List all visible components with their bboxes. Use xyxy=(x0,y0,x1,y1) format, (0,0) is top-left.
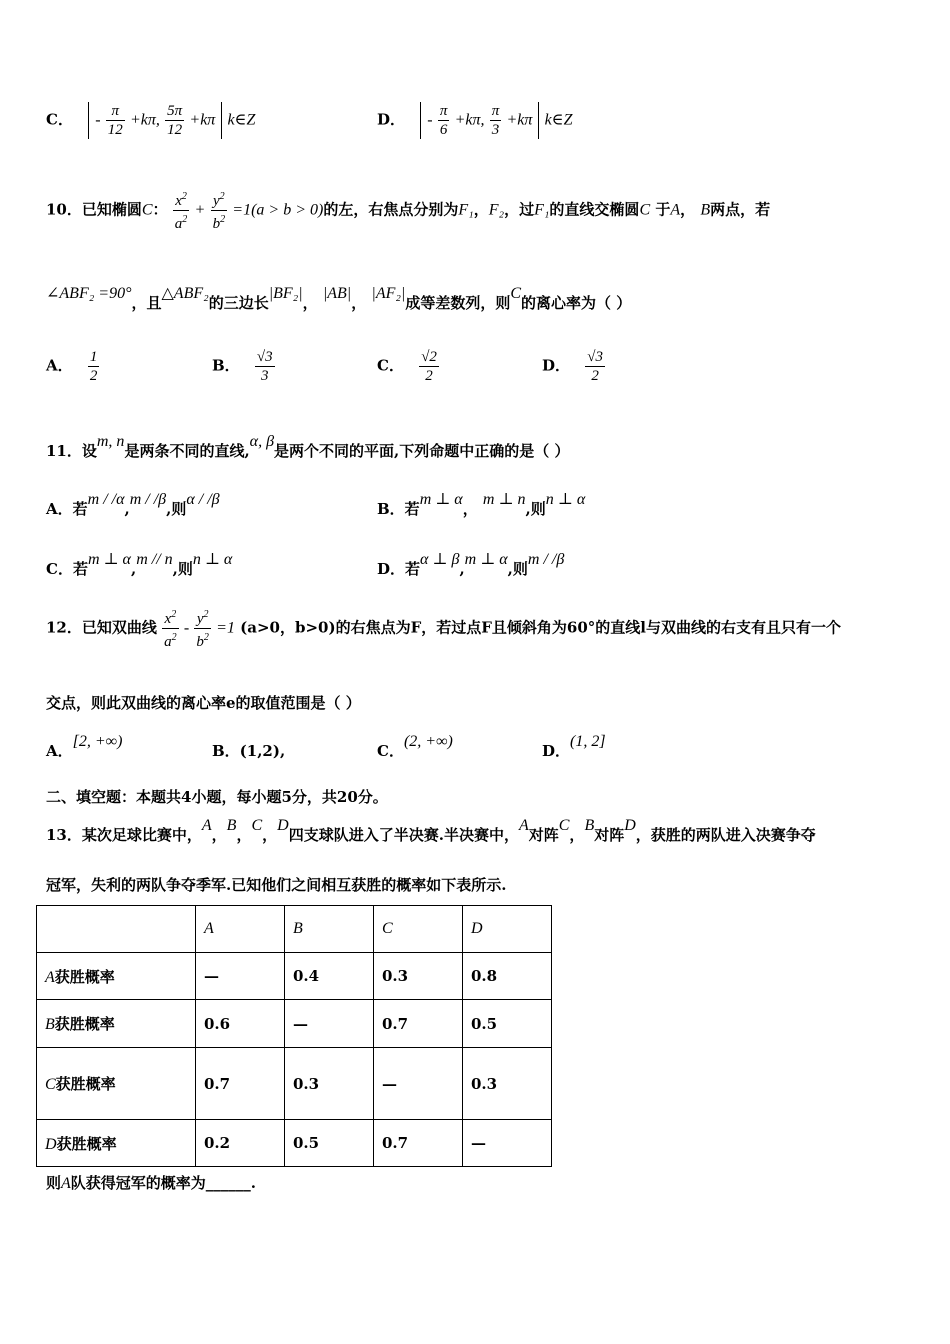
focus-f1: F₁ xyxy=(534,201,550,219)
table-cell: 0.8 xyxy=(463,953,552,1000)
q10-stem-line1: 10．已知椭圆C： $\frac{x^2}{a^2}$ + $\frac{y^2}{b^2}$ =1(a > b > 0)的左，右焦点分别为F₁，F₂，过F₁的直线交椭圆C 于A， B两点，若 xyxy=(46,188,770,233)
ellipse-name: C xyxy=(141,201,153,219)
stem-text: 交点，则此双曲线的离心率e的取值范围是（ ） xyxy=(46,694,361,712)
option-fraction: $\frac{1}{2}$ xyxy=(89,349,98,384)
ellipse-equation: =1(a > b > 0) xyxy=(232,201,324,219)
side-bf2: |BF₂| xyxy=(268,285,303,302)
fraction: $\frac{\pi}{6}$ xyxy=(439,103,448,138)
point-b: B xyxy=(700,201,711,219)
then-text: ,则 xyxy=(172,560,193,578)
q11-option-b[interactable]: B．若m ⊥ α， m ⊥ n,则n ⊥ α xyxy=(377,491,586,518)
q9-option-c[interactable] xyxy=(46,102,255,139)
q12-number: 12．已知双曲线 xyxy=(46,618,157,637)
option-fraction: $\frac{√3}{2}$ xyxy=(587,349,603,384)
table-cell: 0.6 xyxy=(196,1000,285,1048)
q10-number: 10．已知椭圆 xyxy=(46,200,142,219)
table-cell: 0.7 xyxy=(374,1000,463,1048)
q12-option-a[interactable] xyxy=(46,733,123,761)
premise: m ⊥ α xyxy=(87,551,131,568)
stem-text: 成等差数列，则 xyxy=(405,294,511,312)
table-cell: 0.4 xyxy=(285,953,374,1000)
q9-option-d-label: D． xyxy=(377,110,406,129)
expr-part: +kπ, xyxy=(454,111,485,129)
table-cell: 0.3 xyxy=(285,1048,374,1120)
team-c: C xyxy=(251,817,263,834)
team-a: A xyxy=(61,1175,71,1192)
option-label: D．若 xyxy=(377,560,421,578)
q13-stem-line1: 13．某次足球比赛中，A，B，C，D四支球队进入了半决赛.半决赛中，A对阵C，B对阵D，获胜的两队进入决赛争夺 xyxy=(46,817,816,844)
q9-option-c-label: C． xyxy=(46,110,73,129)
conclusion: n ⊥ α xyxy=(192,551,233,568)
focus-f1: F₁ xyxy=(458,201,474,219)
q12-option-d[interactable] xyxy=(542,733,606,761)
set-condition: k∈Z xyxy=(544,111,573,129)
table-header-cell: B xyxy=(285,906,374,953)
table-header-cell: A xyxy=(196,906,285,953)
q13-number: 13．某次足球比赛中， xyxy=(46,826,202,844)
table-row xyxy=(37,953,552,1000)
x-term: $\frac{x^2}{a^2}$ xyxy=(162,606,179,651)
q11-option-c[interactable]: C．若m ⊥ α,m // n,则n ⊥ α xyxy=(46,551,233,578)
q12-option-b[interactable] xyxy=(212,740,285,761)
row-label: C获胜概率 xyxy=(37,1048,196,1120)
lines-mn: m, n xyxy=(96,433,125,450)
q13-stem-line2 xyxy=(46,874,506,895)
table-header-row xyxy=(37,906,552,953)
q11-number: 11．设 xyxy=(46,442,97,460)
q12-stem-line2 xyxy=(46,692,361,713)
expr-part: +kπ xyxy=(506,111,533,129)
option-label: B．(1,2), xyxy=(212,742,286,760)
stem-text: ，过 xyxy=(504,200,535,219)
stem-text: 于 xyxy=(655,200,671,219)
focus-f2: F₂ xyxy=(488,201,505,219)
ellipse-name: C xyxy=(510,285,522,302)
option-label: C．若 xyxy=(46,560,88,578)
table-cell: — xyxy=(285,1000,374,1048)
team-d: D xyxy=(624,817,636,834)
ellipse-name: C xyxy=(639,201,651,219)
q9-option-c-interval xyxy=(88,102,222,139)
colon: ： xyxy=(152,200,168,219)
premise: m ⊥ α xyxy=(419,491,463,508)
table-row xyxy=(37,1000,552,1048)
stem-text: 的直线交椭圆 xyxy=(549,200,640,219)
hyperbola-equation: =1 xyxy=(216,619,235,637)
premise: m / /α xyxy=(87,491,125,508)
team-b: B xyxy=(226,817,237,834)
table-cell: 0.3 xyxy=(463,1048,552,1120)
stem-text: ，且 xyxy=(131,294,162,312)
q11-option-d[interactable]: D．若α ⊥ β,m ⊥ α,则m / /β xyxy=(377,551,565,578)
option-label: D． xyxy=(542,742,571,760)
table-header-cell: C xyxy=(374,906,463,953)
expr-part: +kπ xyxy=(189,111,216,129)
y-term: $\frac{y^2}{b^2}$ xyxy=(194,606,211,651)
fraction: $\frac{5\pi}{12}$ xyxy=(167,103,183,138)
premise: m ⊥ n xyxy=(482,491,526,508)
side-ab: |AB| xyxy=(322,285,352,302)
stem-text: 的左，右焦点分别为 xyxy=(323,200,459,219)
stem-text: 的离心率为（ ） xyxy=(521,294,632,312)
option-fraction: $\frac{√2}{2}$ xyxy=(421,349,437,384)
table-cell: 0.5 xyxy=(463,1000,552,1048)
q11-stem xyxy=(46,433,570,461)
table-row xyxy=(37,1048,552,1120)
side-af2: |AF₂| xyxy=(371,285,406,302)
table-header-cell xyxy=(37,906,196,953)
table-header-cell: D xyxy=(463,906,552,953)
q12-option-c[interactable] xyxy=(377,733,453,761)
conclusion: n ⊥ α xyxy=(545,491,586,508)
option-label: C． xyxy=(377,356,404,375)
minus-sign: - xyxy=(427,111,433,129)
x-term: $\frac{x^2}{a^2}$ xyxy=(173,188,190,233)
q10-option-d[interactable] xyxy=(542,348,605,385)
team-a: A xyxy=(518,817,529,834)
then-text: ,则 xyxy=(507,560,528,578)
table-cell: 0.7 xyxy=(196,1048,285,1120)
option-label: D． xyxy=(542,356,571,375)
q13-answer-line xyxy=(46,1172,256,1193)
then-text: ,则 xyxy=(525,500,546,518)
row-label: A获胜概率 xyxy=(37,953,196,1000)
conclusion: m / /β xyxy=(527,551,565,568)
conclusion: α / /β xyxy=(186,491,220,508)
triangle: △ABF₂ xyxy=(161,285,209,302)
q10-option-c[interactable] xyxy=(377,348,439,385)
table-row xyxy=(37,1120,552,1167)
premise: m // n xyxy=(136,551,173,568)
vs-text: 对阵 xyxy=(528,826,559,844)
option-value: (1, 2] xyxy=(570,733,606,750)
point-a: A xyxy=(670,201,681,219)
table-cell: — xyxy=(374,1048,463,1120)
q9-option-d-interval xyxy=(420,102,539,139)
table-cell: — xyxy=(196,953,285,1000)
stem-text: 两点，若 xyxy=(710,200,771,219)
table-cell: 0.2 xyxy=(196,1120,285,1167)
y-term: $\frac{y^2}{b^2}$ xyxy=(211,188,228,233)
stem-text: ，获胜的两队进入决赛争夺 xyxy=(635,826,816,844)
expr-part: +kπ, xyxy=(129,111,160,129)
fraction: $\frac{\pi}{12}$ xyxy=(107,103,123,138)
q12-stem-line1 xyxy=(46,606,841,651)
team-b: B xyxy=(584,817,595,834)
row-label: D获胜概率 xyxy=(37,1120,196,1167)
stem-text: 的三边长 xyxy=(208,294,269,312)
plus: + xyxy=(194,201,206,219)
table-cell: — xyxy=(463,1120,552,1167)
q10-stem-line2: ∠ABF₂ =90°，且△ABF₂的三边长|BF₂|， |AB|， |AF₂|成等差数列，则C的离心率为（ ） xyxy=(46,285,632,312)
option-label: B．若 xyxy=(377,500,420,518)
premise: α ⊥ β xyxy=(420,551,460,568)
set-condition: k∈Z xyxy=(227,111,256,129)
then-text: ,则 xyxy=(166,500,187,518)
stem-text: 是两条不同的直线, xyxy=(124,442,250,460)
minus-sign: - xyxy=(95,111,101,129)
table-cell: 0.7 xyxy=(374,1120,463,1167)
q10-option-a[interactable] xyxy=(46,348,99,385)
premise: m ⊥ α xyxy=(464,551,508,568)
stem-text: (a>0，b>0)的右焦点为F，若过点F且倾斜角为60°的直线l与双曲线的右支有且只有一个 xyxy=(240,618,841,637)
q11-option-a[interactable]: A．若m / /α,m / /β,则α / /β xyxy=(46,491,220,518)
team-c: C xyxy=(558,817,570,834)
section-heading: 二、填空题：本题共4小题，每小题5分，共20分。 xyxy=(46,788,388,806)
angle-condition: ∠ABF₂ =90° xyxy=(46,285,132,302)
option-label: A． xyxy=(46,356,73,375)
premise: m / /β xyxy=(129,491,167,508)
minus: - xyxy=(183,619,190,637)
row-label: B获胜概率 xyxy=(37,1000,196,1048)
option-value: (2, +∞) xyxy=(403,733,453,750)
option-label: B． xyxy=(212,356,240,375)
option-label: A．若 xyxy=(46,500,88,518)
q9-option-d[interactable] xyxy=(377,102,572,139)
stem-text: 队获得冠军的概率为______. xyxy=(70,1174,257,1192)
team-d: D xyxy=(277,817,289,834)
option-fraction: $\frac{√3}{3}$ xyxy=(256,349,273,384)
planes-ab: α, β xyxy=(249,433,275,450)
option-label: C． xyxy=(377,742,404,760)
q10-option-b[interactable] xyxy=(212,348,275,385)
option-value: [2, +∞) xyxy=(72,733,123,750)
stem-text: 则 xyxy=(46,1174,62,1192)
team-a: A xyxy=(201,817,212,834)
fraction: $\frac{\pi}{3}$ xyxy=(491,103,500,138)
option-label: A． xyxy=(46,742,73,760)
stem-text: 四支球队进入了半决赛.半决赛中， xyxy=(288,826,519,844)
vs-text: 对阵 xyxy=(594,826,625,844)
table-cell: 0.5 xyxy=(285,1120,374,1167)
table-cell: 0.3 xyxy=(374,953,463,1000)
probability-table xyxy=(36,905,552,1167)
stem-text: 冠军，失利的两队争夺季军.已知他们之间相互获胜的概率如下表所示. xyxy=(46,876,507,894)
stem-text: 是两个不同的平面,下列命题中正确的是（ ） xyxy=(274,442,570,460)
